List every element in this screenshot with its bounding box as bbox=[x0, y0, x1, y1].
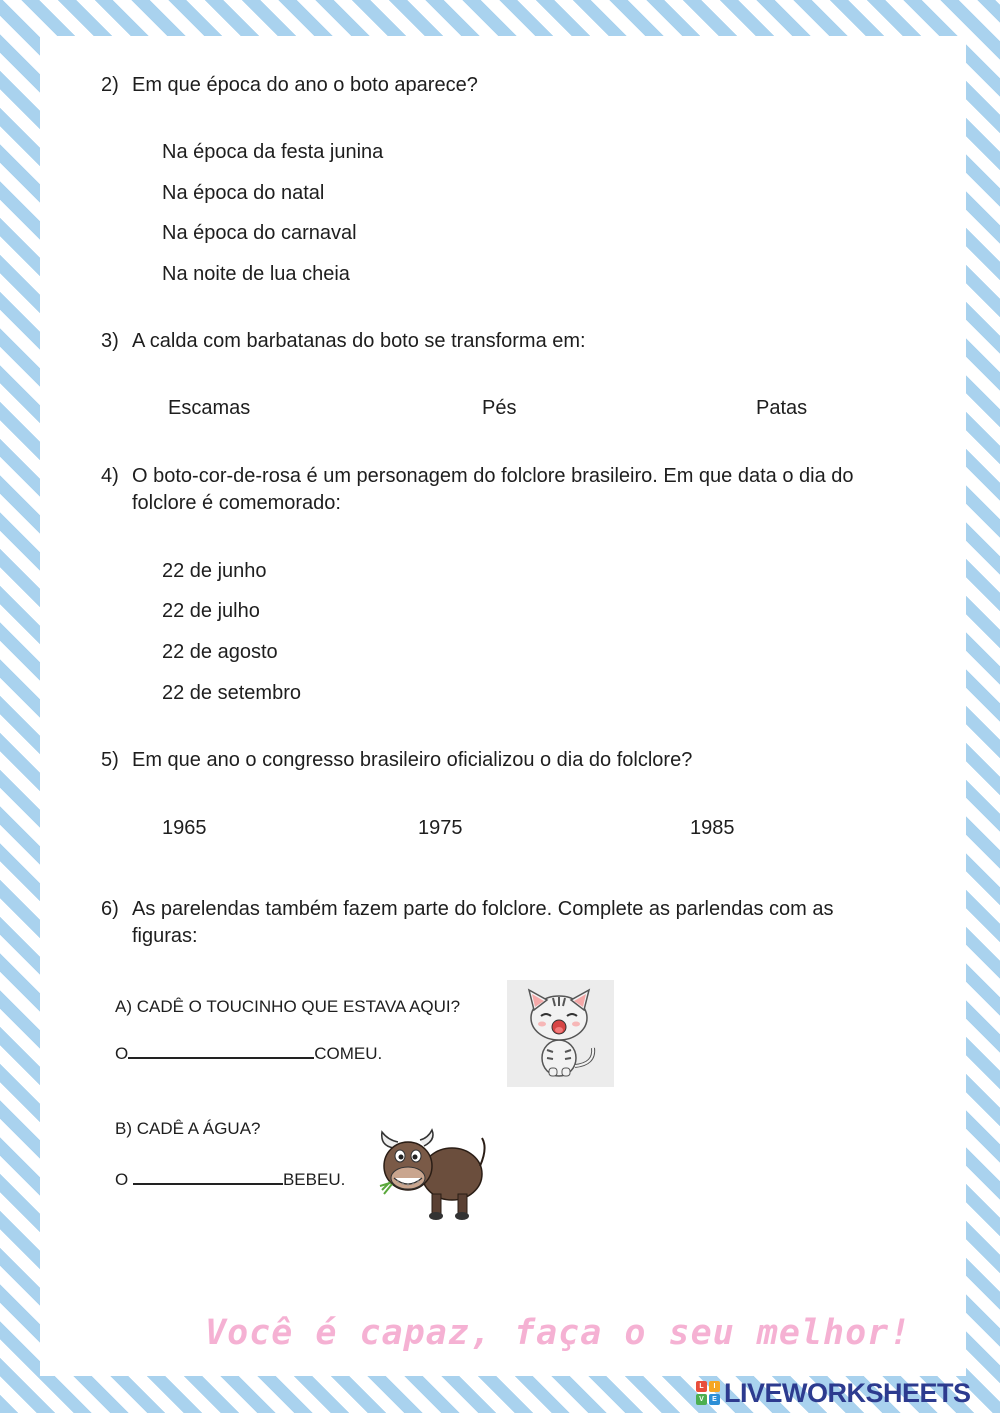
q2-option-3[interactable]: Na época do carnaval bbox=[162, 222, 357, 244]
liveworksheets-brand-text: LIVEWORKSHEETS bbox=[724, 1377, 971, 1408]
question-4 bbox=[101, 463, 931, 517]
question-2 bbox=[101, 72, 921, 98]
liveworksheets-logo[interactable] bbox=[696, 1378, 971, 1408]
question-text: Em que ano o congresso brasileiro oficializou o dia do folclore? bbox=[132, 749, 693, 771]
motivation-text: Você é capaz, faça o seu melhor! bbox=[205, 1313, 912, 1353]
cat-icon bbox=[507, 980, 614, 1087]
question-text-line-1: O boto-cor-de-rosa é um personagem do folclore brasileiro. Em que data o dia do bbox=[132, 465, 854, 487]
q3-option-1[interactable]: Escamas bbox=[168, 397, 251, 419]
parlenda-a-line bbox=[115, 1043, 382, 1065]
parlenda-b-line bbox=[115, 1169, 345, 1191]
q2-option-2[interactable]: Na época do natal bbox=[162, 182, 325, 204]
q3-option-3[interactable]: Patas bbox=[756, 397, 808, 419]
cat-image[interactable] bbox=[507, 980, 614, 1087]
q2-option-4[interactable]: Na noite de lua cheia bbox=[162, 263, 350, 285]
q4-option-4[interactable]: 22 de setembro bbox=[162, 682, 301, 704]
q5-option-3[interactable]: 1985 bbox=[690, 817, 735, 839]
parlenda-a-question: A) CADÊ O TOUCINHO QUE ESTAVA AQUI? bbox=[115, 997, 461, 1016]
question-text-line-1: As parelendas também fazem parte do folclore. Complete as parlendas com as bbox=[132, 898, 834, 920]
parlenda-b-question: B) CADÊ A ÁGUA? bbox=[115, 1119, 261, 1138]
q2-option-1[interactable]: Na época da festa junina bbox=[162, 141, 384, 163]
ox-icon bbox=[374, 1128, 490, 1224]
question-number: 5) bbox=[101, 749, 119, 771]
question-number: 4) bbox=[101, 465, 119, 487]
question-text: Em que época do ano o boto aparece? bbox=[132, 74, 478, 96]
q4-option-1[interactable]: 22 de junho bbox=[162, 560, 267, 582]
q5-option-1[interactable]: 1965 bbox=[162, 817, 207, 839]
parlenda-b-prefix: O bbox=[115, 1170, 129, 1189]
question-3 bbox=[101, 328, 921, 354]
question-text-line-2: figuras: bbox=[132, 925, 198, 947]
parlenda-b-suffix: BEBEU. bbox=[282, 1170, 346, 1189]
question-text-line-2: folclore é comemorado: bbox=[132, 492, 341, 514]
parlenda-b-blank[interactable] bbox=[133, 1169, 283, 1185]
parlenda-a-blank[interactable] bbox=[128, 1043, 314, 1059]
ox-image[interactable] bbox=[374, 1128, 490, 1224]
question-text: A calda com barbatanas do boto se transforma em: bbox=[132, 330, 586, 352]
question-number: 2) bbox=[101, 74, 119, 96]
q4-option-2[interactable]: 22 de julho bbox=[162, 600, 260, 622]
q5-option-2[interactable]: 1975 bbox=[418, 817, 463, 839]
q4-option-3[interactable]: 22 de agosto bbox=[162, 641, 278, 663]
parlenda-a-suffix: COMEU. bbox=[314, 1044, 383, 1063]
question-5 bbox=[101, 747, 921, 773]
question-6 bbox=[101, 896, 931, 950]
question-number: 6) bbox=[101, 898, 119, 920]
question-number: 3) bbox=[101, 330, 119, 352]
q3-option-2[interactable]: Pés bbox=[482, 397, 517, 419]
liveworksheets-logo-icon: L I V E bbox=[696, 1381, 720, 1405]
parlenda-a-prefix: O bbox=[115, 1044, 129, 1063]
